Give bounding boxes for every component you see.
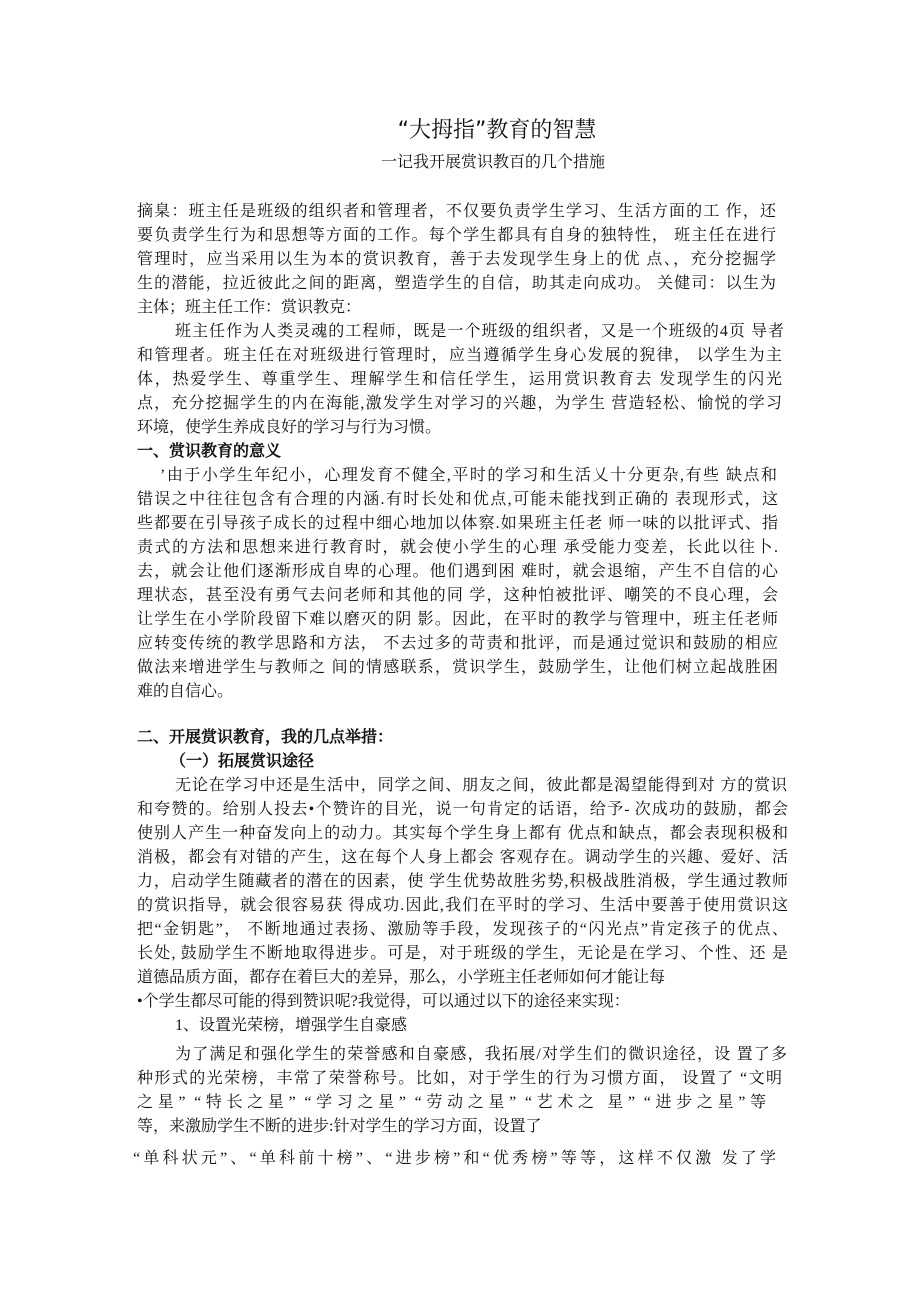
subsection-heading: （一）拓展赏识途径 — [170, 753, 315, 770]
paragraph-line: 点，充分挖掘学生的内在海能,激发学生对学习的兴趣，为学生 营造轻松、愉悦的学习 — [137, 395, 782, 412]
abstract-line: 要负责学生行为和思想等方面的工作。每个学生都具有自身的独特性， 班主任在进行 — [137, 227, 776, 244]
abstract-line: 管理时，应当采用以生为本的赏识教育，善于去发现学生身上的优 点、，充分挖掘学 — [137, 251, 776, 268]
paragraph-line: 错误之中往往包含有合理的内涵.有时长处和优点,可能未能找到正确的 表现形式，这 — [137, 491, 778, 508]
abstract-line: 主体；班主任工作：赏识教克： — [137, 299, 362, 316]
paragraph-line: 等，来激励学生不断的进步:针对学生的学习方面，设置了 — [137, 1118, 542, 1135]
section-2 — [133, 726, 797, 1171]
paragraph-line: 应转变传统的教学思路和方法， 不去过多的苛责和批评，而是通过觉识和鼓励的相应 — [137, 635, 778, 652]
abstract — [137, 200, 797, 320]
abstract-line: 摘臬：班主任是班级的组织者和管理者，不仅要负责学生学习、生活方面的工 作，还 — [137, 203, 776, 220]
paragraph-line: 把“金钥匙”， 不断地通过表扬、激励等手段，发现孩子的“闪光点”肯定孩子的优点、 — [137, 921, 788, 938]
paragraph-line: 种形式的光荣榜，丰常了荣誉称号。比如，对于学生的行为习惯方面， 设置了 “文明 — [137, 1070, 782, 1087]
paragraph-line: 使别人产生一种奋发向上的动力。其实每个学生身上都有 优点和缺点，都会表现积极和 — [137, 825, 788, 842]
paragraph-line: •个学生都尽可能的得到赞识呢?我觉得，可以通过以下的途径来实现： — [137, 993, 630, 1010]
paragraph-line: 道德品质方面，都存在着巨大的差异，那么，小学班主任老师如何才能让每 — [137, 969, 666, 986]
paragraph-line: 的赏识指导，就会很容易获 得成功.因此,我们在平时的学习、生活中要善于使用赏识这 — [137, 897, 788, 914]
paragraph-line: 班主任作为人类灵魂的工程师，既是一个班级的组织者，又是一个班级的4页 导者 — [175, 323, 784, 340]
paragraph-line: 长处, 鼓励学生不断地取得进步。可是，对于班级的学生，无论是在学习、个性、还 是 — [137, 945, 788, 962]
intro-paragraph — [137, 320, 797, 440]
document-body — [133, 200, 797, 1171]
paragraph-line: 理状态，甚至没有勇气去问老师和其他的同 学，这种怕被批评、嘲笑的不良心理，会 — [137, 587, 778, 604]
paragraph-line: 和管理者。班主任在对班级进行管理时，应当遵循学生身心发展的猊律， 以学生为主 — [137, 347, 782, 364]
paragraph-line: 环境，使学生养成良好的学习与行为习惯。 — [137, 419, 442, 436]
paragraph-line: 无论在学习中还是生活中，同学之间、朋友之间，彼此都是渴望能得到对 方的赏识 — [175, 777, 787, 794]
document-title: “大拇指”教育的智慧 — [397, 118, 597, 143]
paragraph-line: ’由于小学生年纪小，心理发育不健全,平时的学习和生活乂十分更杂,有些 缺点和 — [160, 467, 777, 484]
paragraph-line: 责式的方法和思想来进行教育时，就会使小学生的心理 承受能力变差，长此以往卜. — [137, 539, 778, 556]
paragraph-line: 为了满足和强化学生的荣誉感和自豪感，我拓展/对学生们的微识途径，设 置了多 — [175, 1046, 787, 1063]
paragraph-line: 力，启动学生随藏者的潜在的因素，使 学生优势故胜劣势,积极战胜消极，学生通过教师 — [137, 873, 788, 890]
paragraph-line: 体，热爱学生、尊重学生、理解学生和信任学生，运用赏识教育去 发现学生的闪光 — [137, 371, 782, 388]
paragraph-line: 消极，都会有对错的产生，这在每个人身上都会 客观存在。调动学生的兴趣、爱好、活 — [137, 849, 788, 866]
section-1 — [137, 440, 797, 704]
paragraph-line: 之星” “特长之星” “学习之星” “劳动之星” “艺术之 星” “进步之星”等 — [137, 1094, 766, 1111]
paragraph-line: 让学生在小学阶段留下难以磨灭的阴 影。因此，在平时的教学与管理中，班主任老师 — [137, 611, 778, 628]
abstract-line: 生的潜能，拉近彼此之间的距离，塑造学生的自信，助其走向成功。 关健司：以生为 — [137, 275, 776, 292]
item-heading: 1、设置光荣榜，增强学生自豪感 — [175, 1017, 408, 1034]
section-heading: 二、开展赏识教育，我的几点举措： — [137, 729, 394, 746]
paragraph-line: 难的自信心。 — [137, 683, 234, 700]
paragraph-line: 去，就会让他们逐渐形成自卑的心理。他们遇到困 难时，就会退缩，产生不自信的心 — [137, 563, 778, 580]
paragraph-line: 做法来增进学生与教师之 间的情感联系，赏识学生，鼓励学生，让他们树立起战胜困 — [137, 659, 778, 676]
paragraph-line: 和夸赞的。给别人投去•个赞许的目光，说一句肯定的话语，给予- 次成功的鼓励，都会 — [137, 801, 788, 818]
document-subtitle: 一记我开展赏识教百的几个措施 — [380, 154, 605, 171]
paragraph-line: 些都要在引导孩子成长的过程中细心地加以体察.如果班主任老 师一味的以批评式、指 — [137, 515, 778, 532]
section-heading: 一、赏识教育的意义 — [137, 443, 282, 460]
paragraph-line: “单科状元”、“单科前十榜”、“进步榜”和“优秀榜”等等，这样不仅激 发了学 — [133, 1150, 776, 1167]
